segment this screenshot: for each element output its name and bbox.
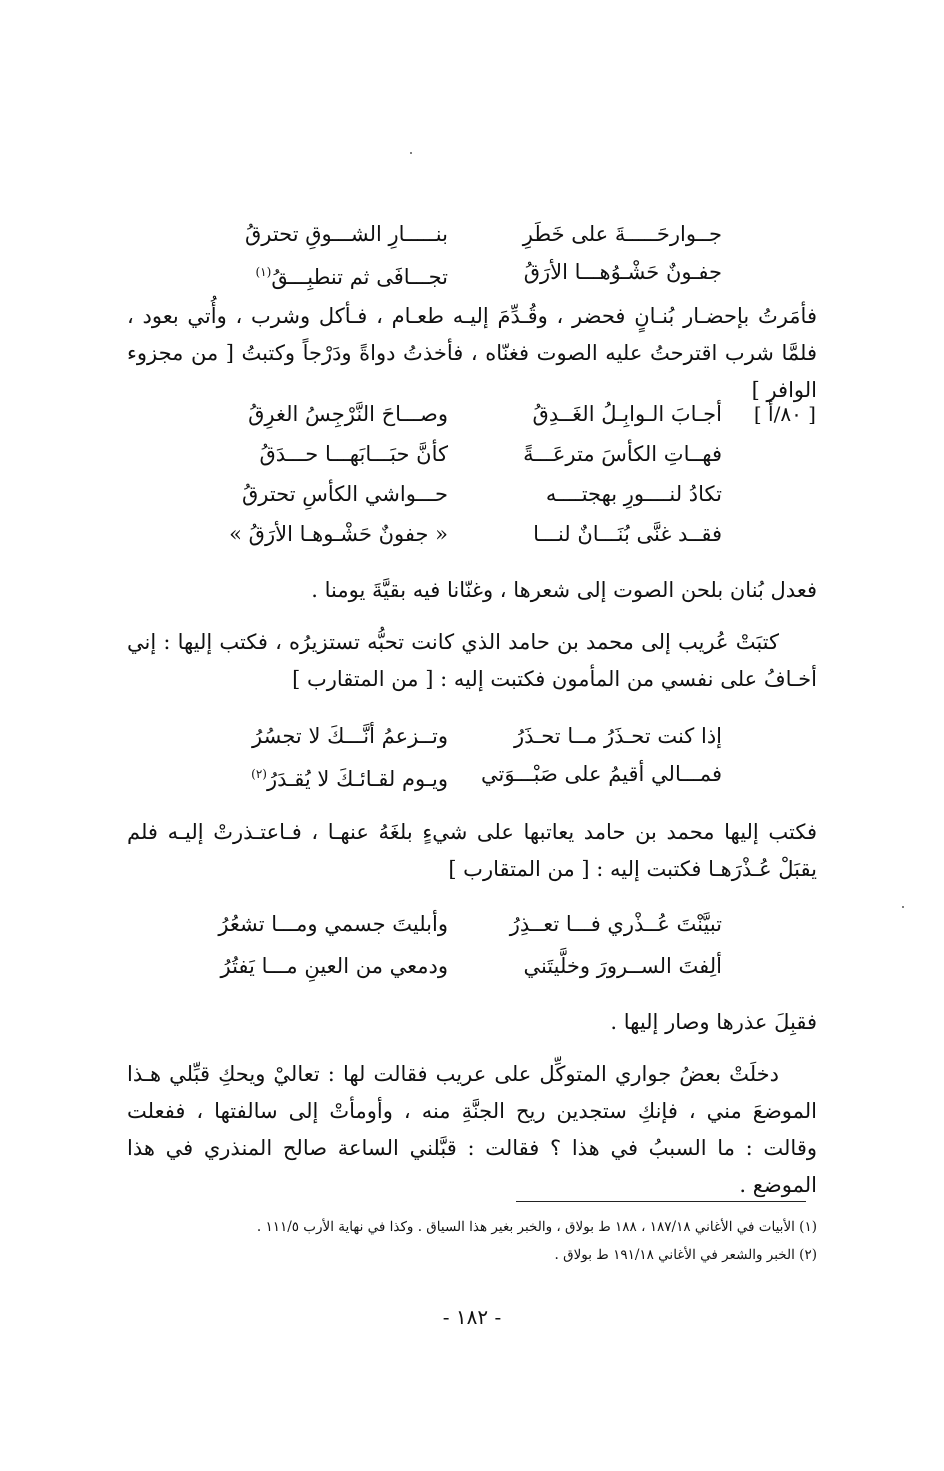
verse-line	[0, 516, 944, 552]
second-hemistich	[218, 756, 448, 797]
footnote: (١) الأبيات في الأغاني ١٨٧/١٨ ، ١٨٨ ط بولاق ، والخبر بغير هذا السياق . وكذا في نهاية الأرب ١١١/٥ .	[256, 1219, 817, 1235]
second-hemistich: ودمعي من العينِ مـــا يَفتُرُ	[220, 954, 448, 978]
paragraph: فقبِلَ عذرها وصار إليها .	[610, 1010, 817, 1034]
second-hemistich	[218, 254, 448, 295]
first-hemistich: أجـابَ الـوابِـلُ الغَــدِقُ	[532, 402, 722, 426]
second-hemistich: « جفونٌ حَشْـوهـا الأرَقُ »	[229, 522, 448, 546]
verse-line	[0, 906, 944, 942]
first-hemistich: ألِفتَ الســرورَ وخلَّيتَني	[523, 954, 722, 978]
verse-line	[0, 948, 944, 984]
verse-line	[0, 476, 944, 512]
verse-line	[0, 756, 944, 792]
second-hemistich: وتــزعمُ أنَّـــكَ لا تجسُرُ	[252, 724, 448, 748]
paragraph: كتبَتْ عُريب إلى محمد بن حامد الذي كانت تحبُّه تستزيرُه ، فكتب إليها : إني أخـافُ على نفسي من المأمون فكتبت إليه : [ من المتقارب ]	[127, 630, 817, 691]
first-hemistich: إذا كنت تحـذَرُ مــا تحـذَرُ	[513, 724, 722, 748]
first-hemistich: جفـونٌ حَشْـوُهـــا الأرَقُ	[523, 260, 722, 284]
footnote: (٢) الخبر والشعر في الأغاني ١٩١/١٨ ط بولاق .	[554, 1247, 817, 1263]
paragraph: فأمَرتُ بإحضـار بُنـانٍ فحضر ، وقُـدِّمَ إليـه طعـام ، فـأكل وشرب ، وأُتي بعود ، فلمَّا شرب اقترحتُ عليه الصوت فغنّاه ، فأخذتُ دواةً ودَرْجاً وكتبتُ [ من مجزوء الوافر ]	[127, 304, 817, 402]
first-hemistich: تكادُ لنــــورِ بهجتــــه	[545, 482, 722, 506]
hemistich-text: ويـوم لقـائـكَ لا يُقـدَرُ	[266, 767, 448, 791]
paragraph: فعدل بُنان بلحن الصوت إلى شعرها ، وغنّانا فيه بقيَّةَ يومنا .	[311, 578, 817, 602]
second-hemistich: كأنَّ حبَـــابَهـــا حـــدَقُ	[259, 442, 448, 466]
footnote-mark: (١)	[255, 265, 272, 279]
footnote-separator	[516, 1201, 806, 1202]
first-hemistich: فقــد غنَّى بُنَـــانٌ لنـــا	[533, 522, 722, 546]
scan-speck	[410, 152, 412, 154]
verse-line	[0, 718, 944, 754]
second-hemistich: بنـــــارِ الشـــوقِ تحترقُ	[244, 222, 448, 246]
first-hemistich: فهــاتِ الكأسَ مترعَـــةً	[523, 442, 722, 466]
page-number: - ١٨٢ -	[442, 1305, 502, 1329]
second-hemistich: وصـــاحَ النَّرْجِسُ الغرِقُ	[248, 402, 448, 426]
first-hemistich: فمـــالي أقيمُ على صَبْـــوَتي	[481, 762, 722, 786]
footnote-mark: (٢)	[251, 767, 267, 781]
second-hemistich: حـــواشي الكأسِ تحترقُ	[241, 482, 448, 506]
paragraph: دخلَتْ بعضُ جواري المتوكِّل على عريب فقالت لها : تعاليْ ويحكِ قبِّلي هـذا الموضعَ مني ، فإنكِ ستجدين ريح الجنَّةِ منه ، وأومأتْ إلى سالفتها ، ففعلت وقالت : ما السببُ في هذا ؟ فقالت : قبَّلني الساعة صالح المنذري في هذا الموضع .	[127, 1062, 817, 1197]
second-hemistich: وأبليتَ جسمي ومـــا تشعُرُ	[218, 912, 448, 936]
hemistich-text: تجـــافَى ثم تنطبِـــقُ	[271, 265, 448, 289]
verse-line	[0, 396, 944, 432]
manuscript-folio-marker: [ ٨٠/أ ]	[753, 402, 816, 426]
first-hemistich: تبيَّنْتَ عُــذْري فـــا تعــذِرُ	[509, 912, 722, 936]
paragraph: فكتب إليها محمد بن حامد يعاتبها على شيءٍ بلغَهُ عنهـا ، فـاعتـذرتْ إليـه فلم يقبَلْ عُـذْرَهـا فكتبت إليه : [ من المتقارب ]	[127, 820, 817, 881]
verse-line	[0, 436, 944, 472]
verse-line	[0, 216, 944, 252]
verse-line	[0, 254, 944, 290]
first-hemistich: جــوارحَـــــةَ على خَطَرِ	[522, 222, 722, 246]
